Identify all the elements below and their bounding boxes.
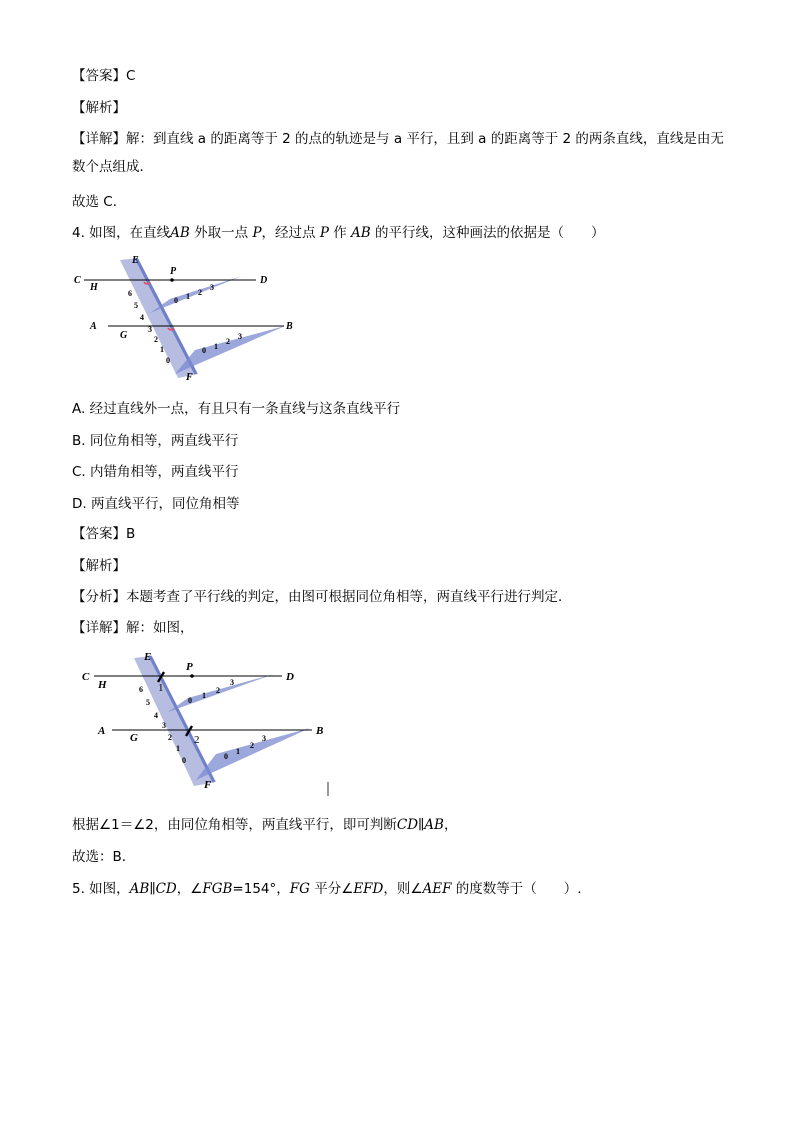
q5-text: ，则∠ bbox=[383, 881, 423, 897]
q4-stem-text: 作 bbox=[328, 225, 352, 241]
answer-tag: 【答案】 bbox=[72, 68, 126, 84]
q5-math: AB∥CD bbox=[129, 881, 177, 897]
angle-label-2: 2 bbox=[194, 734, 200, 746]
triangle-tick: 0 bbox=[188, 696, 192, 705]
q4-stem-ab: AB bbox=[170, 225, 190, 241]
ruler-tick: 6 bbox=[128, 289, 132, 298]
label-d: D bbox=[260, 275, 268, 286]
ruler-tick: 6 bbox=[139, 685, 143, 694]
triangle-lower bbox=[175, 326, 285, 374]
q4-option-a: A. 经过直线外一点，有且只有一条直线与这条直线平行 bbox=[72, 401, 401, 417]
point-p bbox=[170, 278, 174, 282]
triangle-tick: 2 bbox=[198, 288, 202, 297]
ruler-tick: 1 bbox=[160, 345, 164, 354]
label-d: D bbox=[286, 671, 294, 683]
ruler-tick: 4 bbox=[140, 313, 144, 322]
ruler-tick: 2 bbox=[154, 335, 158, 344]
label-c: C bbox=[74, 275, 81, 286]
triangle-tick: 0 bbox=[174, 296, 178, 305]
label-g: G bbox=[120, 330, 128, 341]
triangle-upper bbox=[168, 674, 274, 712]
conclusion-text: 根据∠1＝∠2，由同位角相等，两直线平行，即可判断 bbox=[72, 817, 397, 833]
q4-analysis-text: 【分析】本题考查了平行线的判定，由图可根据同位角相等，两直线平行进行判定． bbox=[72, 589, 572, 605]
q4-analysis-tag: 【解析】 bbox=[72, 558, 126, 574]
triangle-tick: 3 bbox=[238, 332, 242, 341]
q4-stem-p: P bbox=[319, 225, 329, 241]
label-a: A bbox=[98, 725, 106, 737]
label-f: F bbox=[204, 779, 212, 791]
q4-conclusion bbox=[72, 815, 457, 835]
q4-stem-text: 外取一点 bbox=[189, 225, 253, 241]
conclusion-math: CD∥AB bbox=[396, 817, 444, 833]
triangle-tick: 2 bbox=[226, 337, 230, 346]
triangle-tick: 3 bbox=[230, 678, 234, 687]
label-e: E bbox=[144, 651, 152, 663]
label-b: B bbox=[316, 725, 324, 737]
angle-label-1: 1 bbox=[158, 682, 164, 694]
ruler-tick: 0 bbox=[166, 356, 170, 365]
triangle-tick: 1 bbox=[186, 292, 190, 301]
label-p: P bbox=[170, 266, 177, 277]
triangle-upper bbox=[150, 276, 242, 313]
answer-value: B bbox=[126, 526, 136, 542]
q5-math: AEF bbox=[422, 881, 452, 897]
detail-tag: 【详解】 bbox=[72, 131, 126, 147]
ruler-shape bbox=[120, 258, 198, 378]
prev-answer-line bbox=[72, 66, 135, 86]
ruler-tick: 2 bbox=[168, 733, 172, 742]
q5-math: FGB bbox=[202, 881, 233, 897]
triangle-tick: 2 bbox=[250, 741, 254, 750]
ruler-tick: 5 bbox=[134, 301, 138, 310]
triangle-tick: 1 bbox=[236, 747, 240, 756]
prev-detail bbox=[72, 125, 724, 181]
label-h: H bbox=[90, 282, 98, 293]
q5-text: ，∠ bbox=[176, 881, 203, 897]
q5-text: 5. 如图， bbox=[72, 881, 130, 897]
ruler-tick: 3 bbox=[162, 721, 166, 730]
detail-text: 解：到直线 a 的距离等于 2 的点的轨迹是与 a 平行，且到 a 的距离等于 2 的两条直线，直线是由无数个点组成． bbox=[72, 131, 724, 175]
q4-stem bbox=[72, 223, 604, 243]
conclusion-suffix: ， bbox=[443, 817, 458, 833]
q5-math: EFD bbox=[353, 881, 384, 897]
ruler-tick: 3 bbox=[148, 325, 152, 334]
ruler-tick: 0 bbox=[182, 756, 186, 765]
q4-answer-line bbox=[72, 524, 135, 544]
triangle-tick: 1 bbox=[202, 691, 206, 700]
label-c: C bbox=[82, 671, 90, 683]
label-h: H bbox=[98, 679, 107, 691]
q4-option-b: B. 同位角相等，两直线平行 bbox=[72, 433, 239, 449]
q5-text: 的度数等于（ ）. bbox=[451, 881, 582, 897]
ruler-tick: 5 bbox=[146, 698, 150, 707]
prev-analysis-tag: 【解析】 bbox=[72, 100, 126, 116]
answer-value: C bbox=[126, 68, 136, 84]
q5-text: =154°， bbox=[232, 881, 290, 897]
ruler-tick: 4 bbox=[154, 711, 158, 720]
q4-stem-text: ，经过点 bbox=[261, 225, 320, 241]
ruler-tick: 1 bbox=[176, 744, 180, 753]
q5-text: 平分∠ bbox=[309, 881, 354, 897]
point-p bbox=[190, 674, 194, 678]
triangle-tick: 0 bbox=[224, 752, 228, 761]
q4-solution-figure bbox=[78, 648, 333, 798]
label-g: G bbox=[130, 732, 138, 744]
q4-detail-text: 【详解】解：如图， bbox=[72, 620, 194, 636]
q5-stem bbox=[72, 879, 582, 899]
answer-tag: 【答案】 bbox=[72, 526, 126, 542]
q4-option-d: D. 两直线平行，同位角相等 bbox=[72, 496, 240, 512]
q4-figure bbox=[70, 252, 310, 387]
triangle-tick: 3 bbox=[210, 283, 214, 292]
q4-choose: 故选：B． bbox=[72, 849, 136, 865]
label-f: F bbox=[186, 372, 193, 383]
q4-stem-prefix: 4. 如图，在直线 bbox=[72, 225, 171, 241]
label-a: A bbox=[90, 321, 97, 332]
triangle-tick: 0 bbox=[202, 346, 206, 355]
label-b: B bbox=[286, 321, 293, 332]
q4-stem-ab: AB bbox=[351, 225, 371, 241]
triangle-tick: 3 bbox=[262, 734, 266, 743]
triangle-lower bbox=[196, 728, 310, 780]
label-e: E bbox=[132, 255, 139, 266]
label-p: P bbox=[186, 661, 193, 673]
q4-option-c: C. 内错角相等，两直线平行 bbox=[72, 464, 239, 480]
triangle-tick: 1 bbox=[214, 342, 218, 351]
q4-stem-p: P bbox=[252, 225, 262, 241]
prev-choose: 故选 C． bbox=[72, 194, 127, 210]
q5-math: FG bbox=[289, 881, 310, 897]
q4-stem-suffix: 的平行线，这种画法的依据是（ ） bbox=[370, 225, 605, 241]
triangle-tick: 2 bbox=[216, 686, 220, 695]
